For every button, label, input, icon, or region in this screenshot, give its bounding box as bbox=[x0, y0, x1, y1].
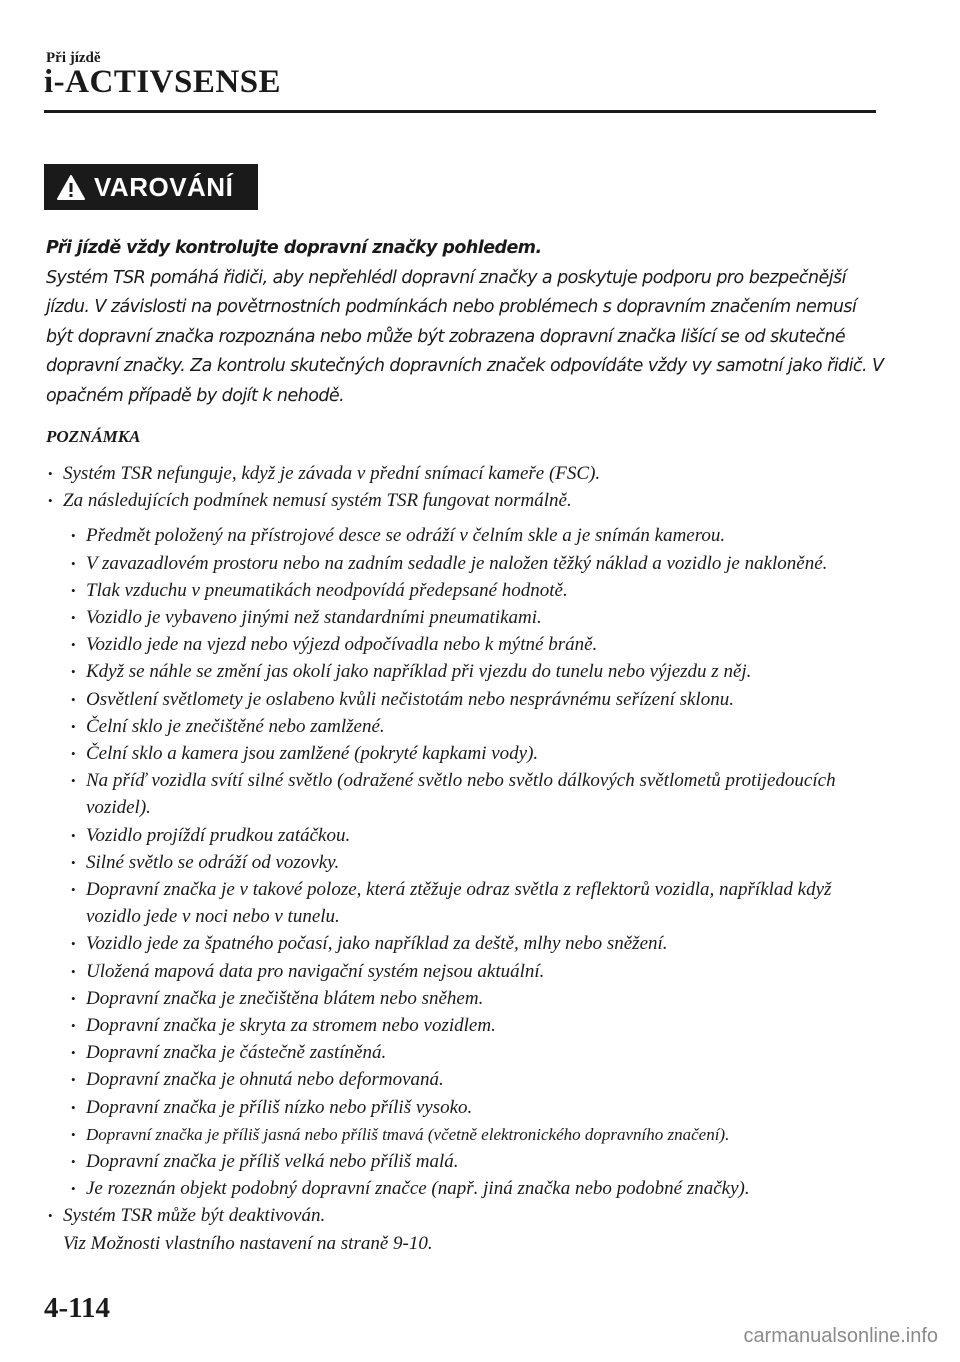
cross-reference: Viz Možnosti vlastního nastavení na straně 9-10. bbox=[63, 1232, 433, 1254]
sub-list-item: • Vozidlo jede na vjezd nebo výjezd odpočívadla nebo k mýtné bráně. bbox=[69, 631, 886, 658]
warning-triangle-icon bbox=[56, 174, 86, 201]
warning-label: VAROVÁNÍ bbox=[94, 171, 234, 202]
sub-list-item: • Čelní sklo je znečištěné nebo zamlžené. bbox=[69, 713, 886, 740]
sub-list-item: • Dopravní značka je v takové poloze, která ztěžuje odraz světla z reflektorů vozidla, například když vozidlo jede v noci nebo v tunelu. bbox=[69, 876, 886, 930]
sub-list-item: • Dopravní značka je příliš jasná nebo příliš tmavá (včetně elektronického dopravního značení). bbox=[69, 1121, 886, 1148]
sub-list-item: • Dopravní značka je příliš velká nebo příliš malá. bbox=[69, 1148, 886, 1175]
page-number: 4-114 bbox=[44, 1292, 111, 1324]
note-heading: POZNÁMKA bbox=[46, 427, 141, 446]
warning-banner bbox=[44, 164, 258, 210]
sub-list-item: • Je rozeznán objekt podobný dopravní značce (např. jiná značka nebo podobné značky). bbox=[69, 1175, 886, 1202]
sub-list-item: • Dopravní značka je znečištěna blátem nebo sněhem. bbox=[69, 985, 886, 1012]
sub-list-item: • Když se náhle se změní jas okolí jako například při vjezdu do tunelu nebo výjezdu z něj. bbox=[69, 658, 886, 685]
sub-list-item: • Čelní sklo a kamera jsou zamlžené (pokryté kapkami vody). bbox=[69, 740, 886, 767]
sub-list-item: • Vozidlo projíždí prudkou zatáčkou. bbox=[69, 822, 886, 849]
sub-list-item: • Vozidlo jede za špatného počasí, jako například za deště, mlhy nebo sněžení. bbox=[69, 930, 886, 957]
sub-list-item: • V zavazadlovém prostoru nebo na zadním sedadle je naložen těžký náklad a vozidlo je nakloněné. bbox=[69, 550, 886, 577]
note-list bbox=[46, 460, 886, 1257]
list-item: • Systém TSR nefunguje, když je závada v přední snímací kameře (FSC). bbox=[46, 460, 886, 487]
section-label: Při jízdě bbox=[46, 50, 101, 66]
sub-list-item: • Tlak vzduchu v pneumatikách neodpovídá předepsané hodnotě. bbox=[69, 577, 886, 604]
warning-heading: Při jízdě vždy kontrolujte dopravní značky pohledem. bbox=[46, 238, 542, 258]
list-item: • Systém TSR může být deaktivován. bbox=[46, 1202, 886, 1229]
sub-list-item: • Předmět položený na přístrojové desce se odráží v čelním skle a je snímán kamerou. bbox=[69, 522, 886, 549]
sub-list-item: • Osvětlení světlomety je oslabeno kvůli nečistotám nebo nesprávnému seřízení sklonu. bbox=[69, 686, 886, 713]
sub-list-item: • Dopravní značka je ohnutá nebo deformovaná. bbox=[69, 1066, 886, 1093]
header-rule bbox=[44, 110, 876, 113]
sub-list-item: • Dopravní značka je skryta za stromem nebo vozidlem. bbox=[69, 1012, 886, 1039]
sub-list-item: • Uložená mapová data pro navigační systém nejsou aktuální. bbox=[69, 958, 886, 985]
chapter-title: i-ACTIVSENSE bbox=[44, 64, 282, 100]
sub-list-item: • Na příď vozidla svítí silné světlo (odražené světlo nebo světlo dálkových světlometů protijedoucích vozidel). bbox=[69, 767, 886, 821]
sub-list-item: • Silné světlo se odráží od vozovky. bbox=[69, 849, 886, 876]
list-item: • Za následujících podmínek nemusí systém TSR fungovat normálně. bbox=[46, 487, 886, 514]
sub-list-item: • Dopravní značka je příliš nízko nebo příliš vysoko. bbox=[69, 1094, 886, 1121]
sub-list-item: • Dopravní značka je částečně zastíněná. bbox=[69, 1039, 886, 1066]
sub-list-item: • Vozidlo je vybaveno jinými než standardními pneumatikami. bbox=[69, 604, 886, 631]
warning-body: Systém TSR pomáhá řidiči, aby nepřehlédl dopravní značky a poskytuje podporu pro bezpečnější jízdu. V závislosti na povětrnostních podmínkách nebo problémech s dopravním značením nemusí být dopravní značka rozpoznána nebo může být zobrazena dopravní značka lišící se od skutečné dopravní značky. Za kontrolu skutečných dopravních značek odpovídáte vždy vy samotní jako řidič. V opačném případě by dojít k nehodě. bbox=[46, 267, 884, 406]
warning-text bbox=[46, 234, 886, 411]
watermark-link[interactable]: carmanualsonline.info bbox=[743, 1325, 938, 1347]
